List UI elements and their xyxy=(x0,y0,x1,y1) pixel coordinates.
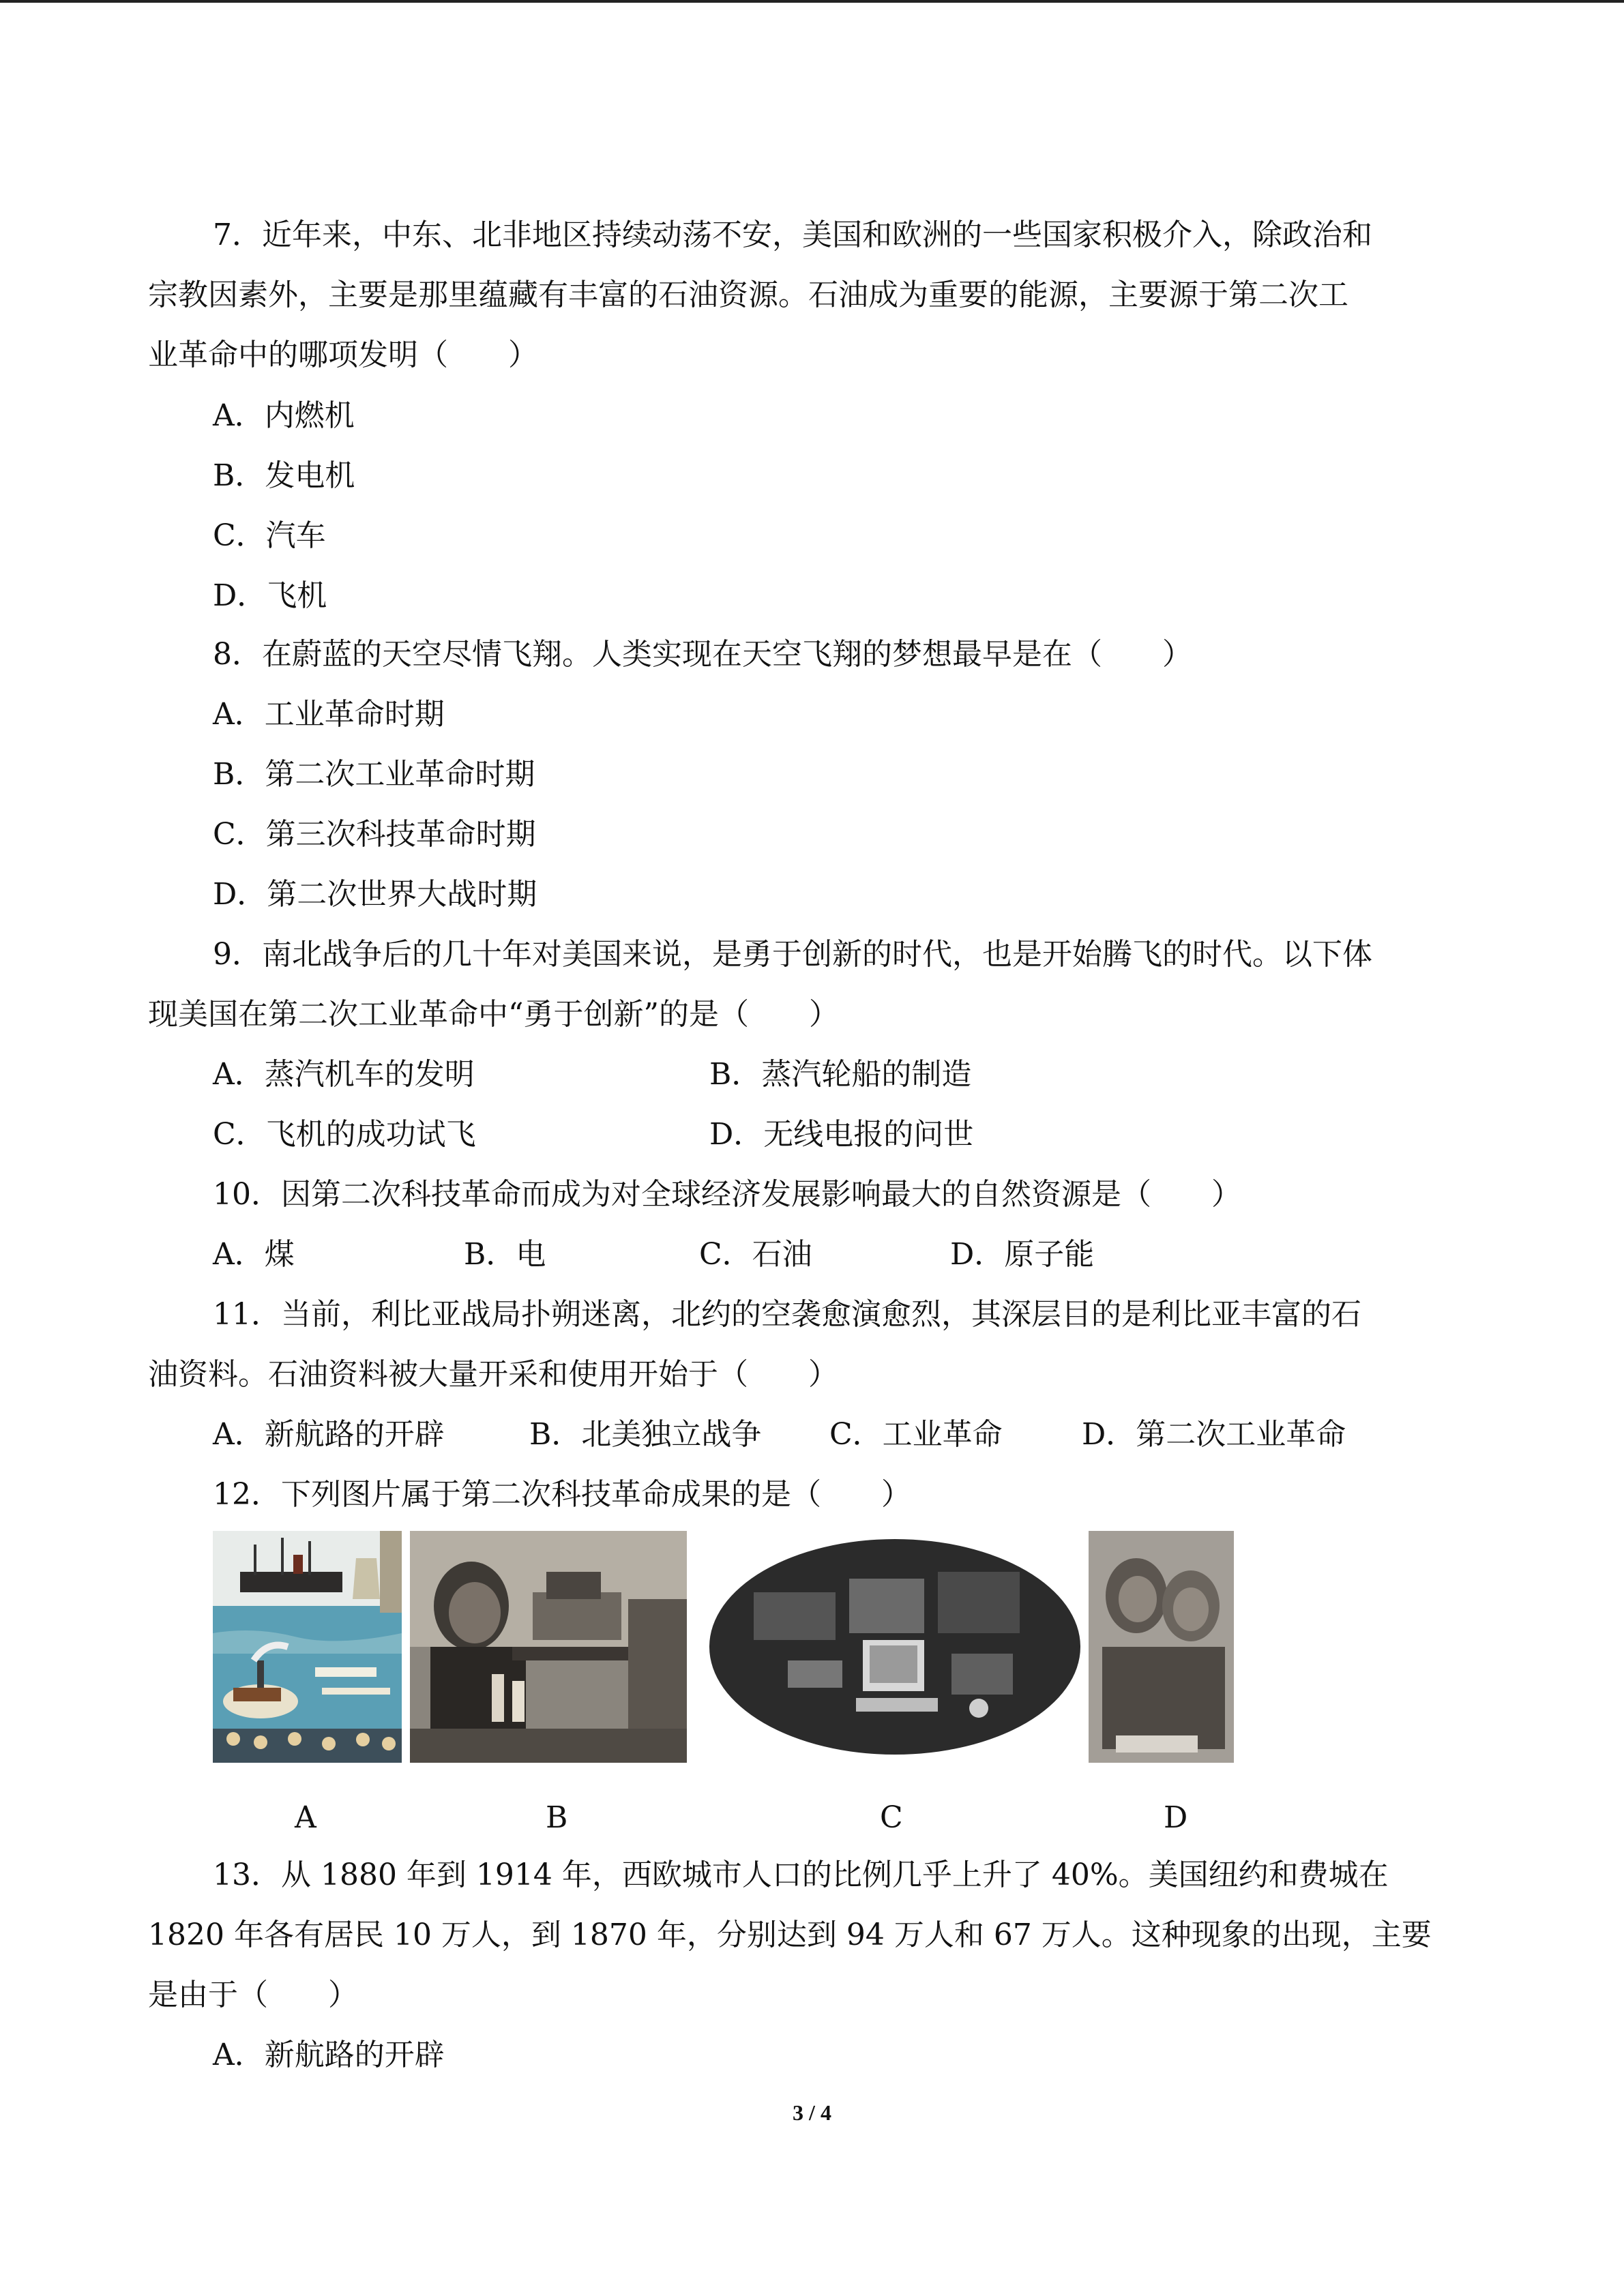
q9-stem-line1: 9．南北战争后的几十年对美国来说，是勇于创新的时代，也是开始腾飞的时代。以下体 xyxy=(213,937,1372,972)
q12-caption-c: C xyxy=(880,1800,903,1835)
q12-caption-a: A xyxy=(295,1800,316,1835)
q7-option-d: D．飞机 xyxy=(213,578,327,613)
q8-option-a: A．工业革命时期 xyxy=(213,697,445,732)
q9-option-c: C．飞机的成功试飞 xyxy=(213,1117,476,1152)
q10-option-c: C．石油 xyxy=(699,1237,812,1272)
people-photo-icon xyxy=(1089,1531,1234,1763)
q12-caption-b: B xyxy=(546,1800,568,1835)
q12-stem: 12．下列图片属于第二次科技革命成果的是（ ） xyxy=(213,1477,911,1512)
q7-stem-line2: 宗教因素外，主要是那里蕴藏有丰富的石油资源。石油成为重要的能源，主要源于第二次工 xyxy=(148,278,1348,312)
q13-stem-line3: 是由于（ ） xyxy=(148,1978,358,2012)
q10-stem: 10．因第二次科技革命而成为对全球经济发展影响最大的自然资源是（ ） xyxy=(213,1177,1241,1212)
inventor-photo-icon xyxy=(410,1531,687,1763)
q7-option-c: C．汽车 xyxy=(213,518,326,553)
q7-option-b: B．发电机 xyxy=(213,458,355,493)
q7-option-a: A．内燃机 xyxy=(213,398,355,433)
q7-stem-line3: 业革命中的哪项发明（ ） xyxy=(148,338,538,372)
computer-photo-icon xyxy=(706,1531,1084,1763)
q7-stem-line1: 7．近年来，中东、北非地区持续动荡不安，美国和欧洲的一些国家积极介入，除政治和 xyxy=(213,218,1372,252)
q11-option-a: A．新航路的开辟 xyxy=(213,1417,445,1452)
q11-option-b: B．北美独立战争 xyxy=(529,1417,762,1452)
ship-harbor-painting-icon xyxy=(213,1531,402,1763)
q9-stem-line2: 现美国在第二次工业革命中“勇于创新”的是（ ） xyxy=(148,997,839,1032)
q11-stem-line2: 油资料。石油资料被大量开采和使用开始于（ ） xyxy=(148,1357,838,1392)
q11-option-c: C．工业革命 xyxy=(829,1417,1003,1452)
q13-stem-line1: 13．从 1880 年到 1914 年，西欧城市人口的比例几乎上升了 40%。美国纽约和费城在 xyxy=(213,1858,1389,1892)
q10-option-b: B．电 xyxy=(464,1237,546,1272)
q10-option-a: A．煤 xyxy=(213,1237,295,1272)
q12-caption-d: D xyxy=(1164,1800,1188,1835)
q9-option-a: A．蒸汽机车的发明 xyxy=(213,1057,475,1092)
page-number: 3 / 4 xyxy=(793,2100,831,2125)
q11-option-d: D．第二次工业革命 xyxy=(1082,1417,1346,1452)
top-border xyxy=(0,0,1624,3)
q13-option-a: A．新航路的开辟 xyxy=(213,2038,445,2072)
q9-option-d: D．无线电报的问世 xyxy=(709,1117,974,1152)
q8-option-d: D．第二次世界大战时期 xyxy=(213,877,537,912)
q8-option-b: B．第二次工业革命时期 xyxy=(213,757,535,792)
q9-option-b: B．蒸汽轮船的制造 xyxy=(709,1057,972,1092)
q8-option-c: C．第三次科技革命时期 xyxy=(213,817,536,852)
q10-option-d: D．原子能 xyxy=(950,1237,1095,1272)
q8-stem: 8．在蔚蓝的天空尽情飞翔。人类实现在天空飞翔的梦想最早是在（ ） xyxy=(213,637,1192,672)
q13-stem-line2: 1820 年各有居民 10 万人，到 1870 年，分别达到 94 万人和 67 万人。这种现象的出现，主要 xyxy=(148,1918,1432,1952)
q11-stem-line1: 11．当前，利比亚战局扑朔迷离，北约的空袭愈演愈烈，其深层目的是利比亚丰富的石 xyxy=(213,1297,1361,1332)
